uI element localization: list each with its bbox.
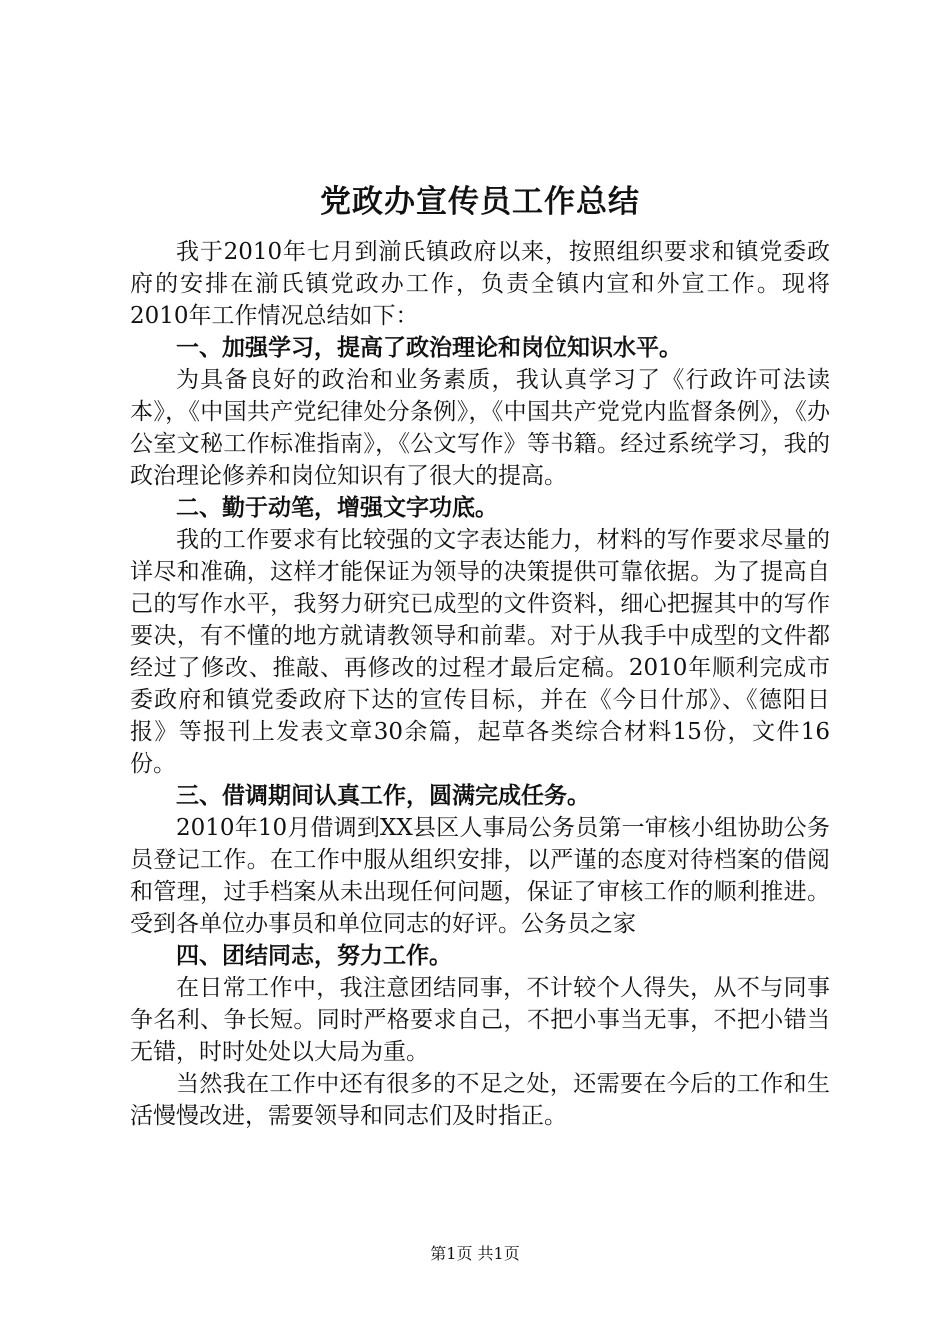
section-paragraph-1: 为具备良好的政治和业务素质，我认真学习了《行政许可法读本》，《中国共产党纪律处分条例》，《中国共产党党内监督条例》，《办公室文秘工作标准指南》，《公文写作》等书籍。经过系统学习，我的政治理论修养和岗位知识有了很大的提高。: [130, 367, 830, 489]
section-heading-2: 二、勤于动笔，增强文字功底。: [176, 495, 498, 521]
intro-paragraph: 我于2010年七月到湔氏镇政府以来，按照组织要求和镇党委政府的安排在湔氏镇党政办工作，负责全镇内宣和外宣工作。现将2010年工作情况总结如下：: [130, 239, 830, 329]
section-paragraph-2: 我的工作要求有比较强的文字表达能力，材料的写作要求尽量的详尽和准确，这样才能保证为领导的决策提供可靠依据。为了提高自己的写作水平，我努力研究已成型的文件资料，细心把握其中的写作要决，有不懂的地方就请教领导和前辈。对于从我手中成型的文件都经过了修改、推敲、再修改的过程才最后定稿。2010年顺利完成市委政府和镇党委政府下达的宣传目标，并在《今日什邡》、《德阳日报》等报刊上发表文章30余篇，起草各类综合材料15份，文件16份。: [130, 527, 830, 777]
section-paragraph-4: 在日常工作中，我注意团结同事，不计较个人得失，从不与同事争名利、争长短。同时严格要求自己，不把小事当无事，不把小错当无错，时时处处以大局为重。: [130, 975, 830, 1065]
document-title: 党政办宣传员工作总结: [320, 184, 640, 220]
page-footer: 第1页 共1页: [430, 1244, 520, 1263]
section-paragraph-3: 2010年10月借调到XX县区人事局公务员第一审核小组协助公务员登记工作。在工作中服从组织安排，以严谨的态度对待档案的借阅和管理，过手档案从未出现任何问题，保证了审核工作的顺利推进。受到各单位办事员和单位同志的好评。公务员之家: [130, 815, 830, 937]
section-heading-4: 四、团结同志，努力工作。: [176, 943, 452, 969]
document-page: [130, 180, 830, 1132]
section-heading-1: 一、加强学习，提高了政治理论和岗位知识水平。: [176, 335, 682, 361]
section-heading-3: 三、借调期间认真工作，圆满完成任务。: [176, 783, 590, 809]
closing-paragraph: 当然我在工作中还有很多的不足之处，还需要在今后的工作和生活慢慢改进，需要领导和同志们及时指正。: [130, 1071, 830, 1129]
